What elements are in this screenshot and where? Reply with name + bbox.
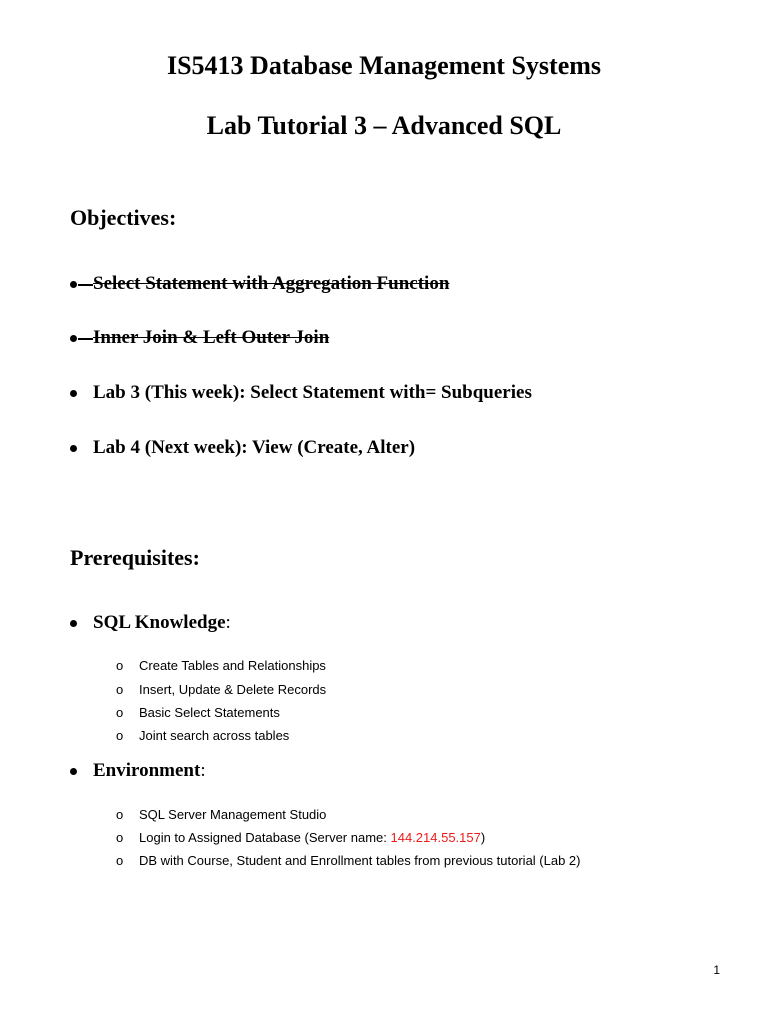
document-subtitle: Lab Tutorial 3 – Advanced SQL <box>206 111 562 140</box>
list-item-text: Insert, Update & Delete Records <box>139 682 327 697</box>
objective-text: Lab 4 (Next week): View (Create, Alter) <box>93 437 416 458</box>
group-colon: : <box>225 612 231 633</box>
bullet-icon <box>70 620 77 627</box>
bullet-icon <box>70 390 77 397</box>
strikethrough-line <box>78 284 93 286</box>
list-item-text: DB with Course, Student and Enrollment tables from previous tutorial (Lab 2) <box>139 853 581 868</box>
bullet-icon <box>70 335 77 342</box>
objective-text: Inner Join & Left Outer Join <box>93 327 330 348</box>
bullet-icon <box>70 281 77 288</box>
group-label: Environment <box>93 760 201 781</box>
document-title: IS5413 Database Management Systems <box>166 51 602 80</box>
server-ip: 144.214.55.157 <box>390 830 481 845</box>
bullet-icon <box>70 445 77 452</box>
circle-bullet-icon: o <box>116 658 124 673</box>
circle-bullet-icon: o <box>116 853 124 868</box>
bullet-icon <box>70 768 77 775</box>
strikethrough-line <box>78 338 93 340</box>
objective-text: Select Statement with Aggregation Function <box>93 273 450 294</box>
circle-bullet-icon: o <box>116 705 124 720</box>
list-item-text: Basic Select Statements <box>139 705 280 720</box>
objectives-heading: Objectives: <box>70 205 177 230</box>
prerequisites-heading: Prerequisites: <box>70 545 200 570</box>
page-number: 1 <box>713 963 720 977</box>
list-item-text: Login to Assigned Database (Server name: <box>139 830 391 845</box>
group-colon: : <box>200 760 206 781</box>
circle-bullet-icon: o <box>116 830 124 845</box>
circle-bullet-icon: o <box>116 682 124 697</box>
list-item-text: SQL Server Management Studio <box>139 807 327 822</box>
circle-bullet-icon: o <box>116 807 124 822</box>
objective-text: Lab 3 (This week): Select Statement with= Subqueries <box>93 382 532 403</box>
list-item-text: Joint search across tables <box>139 728 290 743</box>
circle-bullet-icon: o <box>116 728 124 743</box>
list-item-text: Create Tables and Relationships <box>139 658 326 673</box>
list-item-text: ) <box>480 830 486 845</box>
group-label: SQL Knowledge <box>93 612 226 633</box>
